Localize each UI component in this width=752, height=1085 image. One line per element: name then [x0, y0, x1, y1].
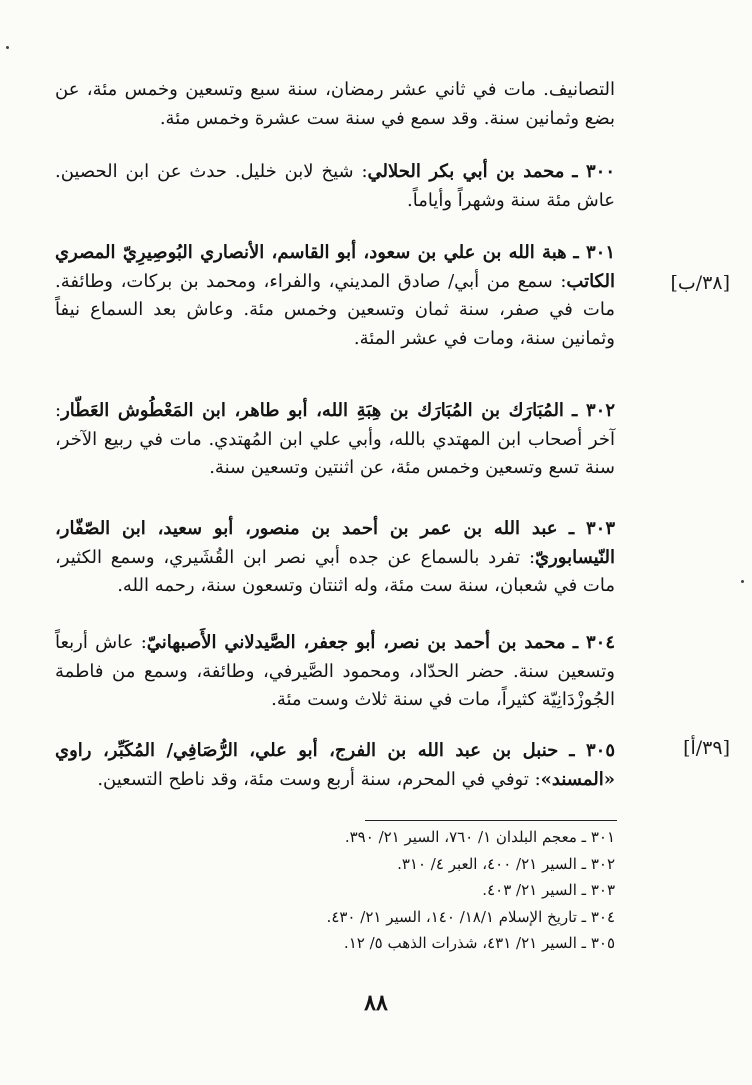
footnote-305: ٣٠٥ ـ السير ٢١/ ٤٣١، شذرات الذهب ٥/ ١٢. [343, 934, 615, 952]
footnote-303: ٣٠٣ ـ السير ٢١/ ٤٠٣. [482, 881, 615, 899]
footnote-302: ٣٠٢ ـ السير ٢١/ ٤٠٠، العبر ٤/ ٣١٠. [397, 854, 615, 873]
footnote-separator [365, 820, 617, 821]
entry-300 [55, 158, 615, 215]
entry-name: هبة الله بن علي بن سعود، أبو القاسم، الأنصاري البُوصِيرِيّ المصري الكاتب [55, 242, 615, 292]
scan-speck [6, 46, 9, 49]
entry-text: : آخر أصحاب ابن المهتدي بالله، وأبي علي ابن المُهتدي. مات في ربيع الآخر، سنة تسع وتسعين وخمس مئة، عن اثنتين وتسعين سنة. [55, 400, 615, 478]
margin-note-folio-38b: [٣٨/ب] [670, 272, 730, 294]
entry-303 [55, 515, 615, 601]
footnotes [200, 824, 615, 957]
entry-number: ٣٠٥ ـ [569, 740, 615, 761]
footnote-304: ٣٠٤ ـ تاريخ الإسلام ١٨/١/ ١٤٠، السير ٢١/ ٤٣٠. [326, 907, 615, 926]
entry-name: محمد بن أبي بكر الحلالي [367, 161, 565, 182]
footnote-301: ٣٠١ ـ معجم البلدان ١/ ٧٦٠، السير ٢١/ ٣٩٠. [344, 828, 615, 846]
entry-text: التصانيف. مات في ثاني عشر رمضان، سنة سبع وتسعين وخمس مئة، عن بضع وثمانين سنة. وقد سمع في سنة ست عشرة وخمس مئة. [55, 79, 615, 129]
entry-number: ٣٠٢ ـ [572, 400, 615, 421]
entry-number: ٣٠٠ ـ [572, 161, 615, 182]
entry-name: محمد بن أحمد بن نصر، أبو جعفر، الصَّيدلاني الأَصبهانيّ [146, 632, 566, 653]
entry-name: عبد الله بن عمر بن أحمد بن منصور، أبو سعيد، ابن الصّفّار، النّيسابوريّ [55, 518, 615, 568]
page-number: ٨٨ [364, 990, 388, 1016]
entry-text: : سمع من أبي/ صادق المديني، والفراء، ومحمد بن بركات، وطائفة. مات في صفر، سنة ثمان وتسعين وخمس مئة. وعاش بعد السماع نيفاً وثمانين سنة، ومات في عشر المئة. [55, 270, 615, 349]
entry-302 [55, 397, 615, 483]
entry-304 [55, 629, 615, 715]
entry-text: : توفي في المحرم، سنة أربع وست مئة، وقد ناطح التسعين. [97, 768, 541, 790]
entry-301 [55, 239, 615, 353]
margin-note-folio-39a: [٣٩/أ] [683, 737, 730, 759]
entry-text: : تفرد بالسماع عن جده أبي نصر ابن القُشَيري، وسمع الكثير، مات في شعبان، سنة ست مئة، وله اثنتان وتسعون سنة، رحمه الله. [55, 546, 615, 596]
entry-continuation [55, 76, 615, 133]
entry-number: ٣٠٤ ـ [572, 632, 616, 653]
entry-text: : عاش أربعاً وتسعين سنة. حضر الحدّاد، ومحمود الصَّيرفي، وطائفة، وسمع من فاطمة الجُوزْدَانِيّة كثيراً، مات في سنة ثلاث وست مئة. [55, 632, 615, 710]
entry-number: ٣٠٣ ـ [568, 518, 615, 539]
entry-305 [55, 737, 615, 794]
entry-name: المُبَارَك بن المُبَارَك بن هِبَةِ الله، أبو طاهر، ابن المَعْطُوش العَطّار [61, 400, 564, 421]
entry-name: حنبل بن عبد الله بن الفرج، أبو علي، الرُّصَافِي/ المُكَبِّر، راوي «المسند» [55, 740, 615, 790]
scan-speck [741, 580, 744, 583]
entry-number: ٣٠١ ـ [573, 242, 615, 263]
entry-text: : شيخ لابن خليل. حدث عن ابن الحصين. عاش مئة سنة وشهراً وأياماً. [55, 161, 615, 211]
